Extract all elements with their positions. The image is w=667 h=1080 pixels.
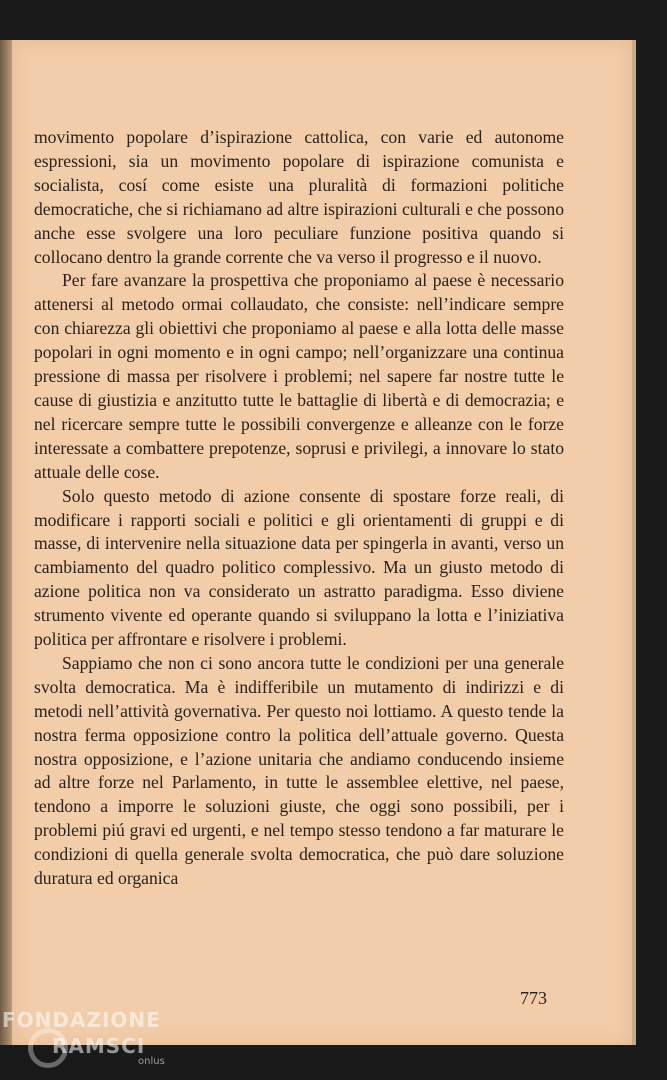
watermark [2,1008,165,1067]
page-right-edge [632,40,636,1045]
page-number: 773 [520,988,547,1008]
page-left-edge [0,40,12,1045]
watermark-line2: RAMSCI [52,1034,146,1058]
body-text [34,126,564,891]
watermark-suffix: onlus [138,1056,165,1067]
paragraph-2: Per fare avanzare la prospettiva che proponiamo al paese è necessario attenersi al metodo ormai collaudato, che consiste: nell’indicare sempre con chiarezza gli obiettivi che proponiamo al paese e alla lotta delle masse popolari in ogni momento e in ogni campo; nell’organizzare una continua pressione di massa per risolvere i problemi; nel sapere far nostre tutte le cause di giustizia e anzitutto tutte le battaglie di libertà e di democrazia; e nel ricercare sempre tutte le possibili convergenze e alleanze con le forze interessate a combattere prepotenze, soprusi e privilegi, a innovare lo stato attuale delle cose. [34,270,564,482]
paragraph-1: movimento popolare d’ispirazione cattolica, con varie ed autonome espressioni, sia un movimento popolare di ispirazione comunista e socialista, cosí come esiste una pluralità di formazioni politiche democratiche, che si richiamano ad altre ispirazioni culturali e che possono anche esse svolgere una loro peculiare funzione positiva quando si collocano dentro la grande corrente che va verso il progresso e il nuovo. [34,127,564,267]
paragraph-4: Sappiamo che non ci sono ancora tutte le condizioni per una generale svolta democratica. Ma è indifferibile un mutamento di indirizzi e di metodi nell’attività governativa. Per questo noi lottiamo. A questo tende la nostra ferma opposizione contro la politica dell’attuale governo. Questa nostra opposizione, e l’azione unitaria che andiamo conducendo insieme ad altre forze nel Parlamento, in tutte le assemblee elettive, nel paese, tendono a imporre le soluzioni giuste, che oggi sono possibili, per i problemi piú gravi ed urgenti, e nel tempo stesso tendono a far maturare le condizioni di quella generale svolta democratica, che può dare soluzione duratura ed organica [34,652,564,889]
watermark-line1: FONDAZIONE [2,1008,161,1032]
paragraph-3: Solo questo metodo di azione consente di spostare forze reali, di modificare i rapporti sociali e politici e gli orientamenti di gruppi e di masse, di intervenire nella situazione data per spingerla in avanti, verso un cambiamento del quadro politico complessivo. Ma un giusto metodo di azione politica non va considerato un astratto paradigma. Esso diviene strumento vivente ed operante quando si sviluppano la lotta e l’iniziativa politica per affrontare e risolvere i problemi. [34,485,564,650]
